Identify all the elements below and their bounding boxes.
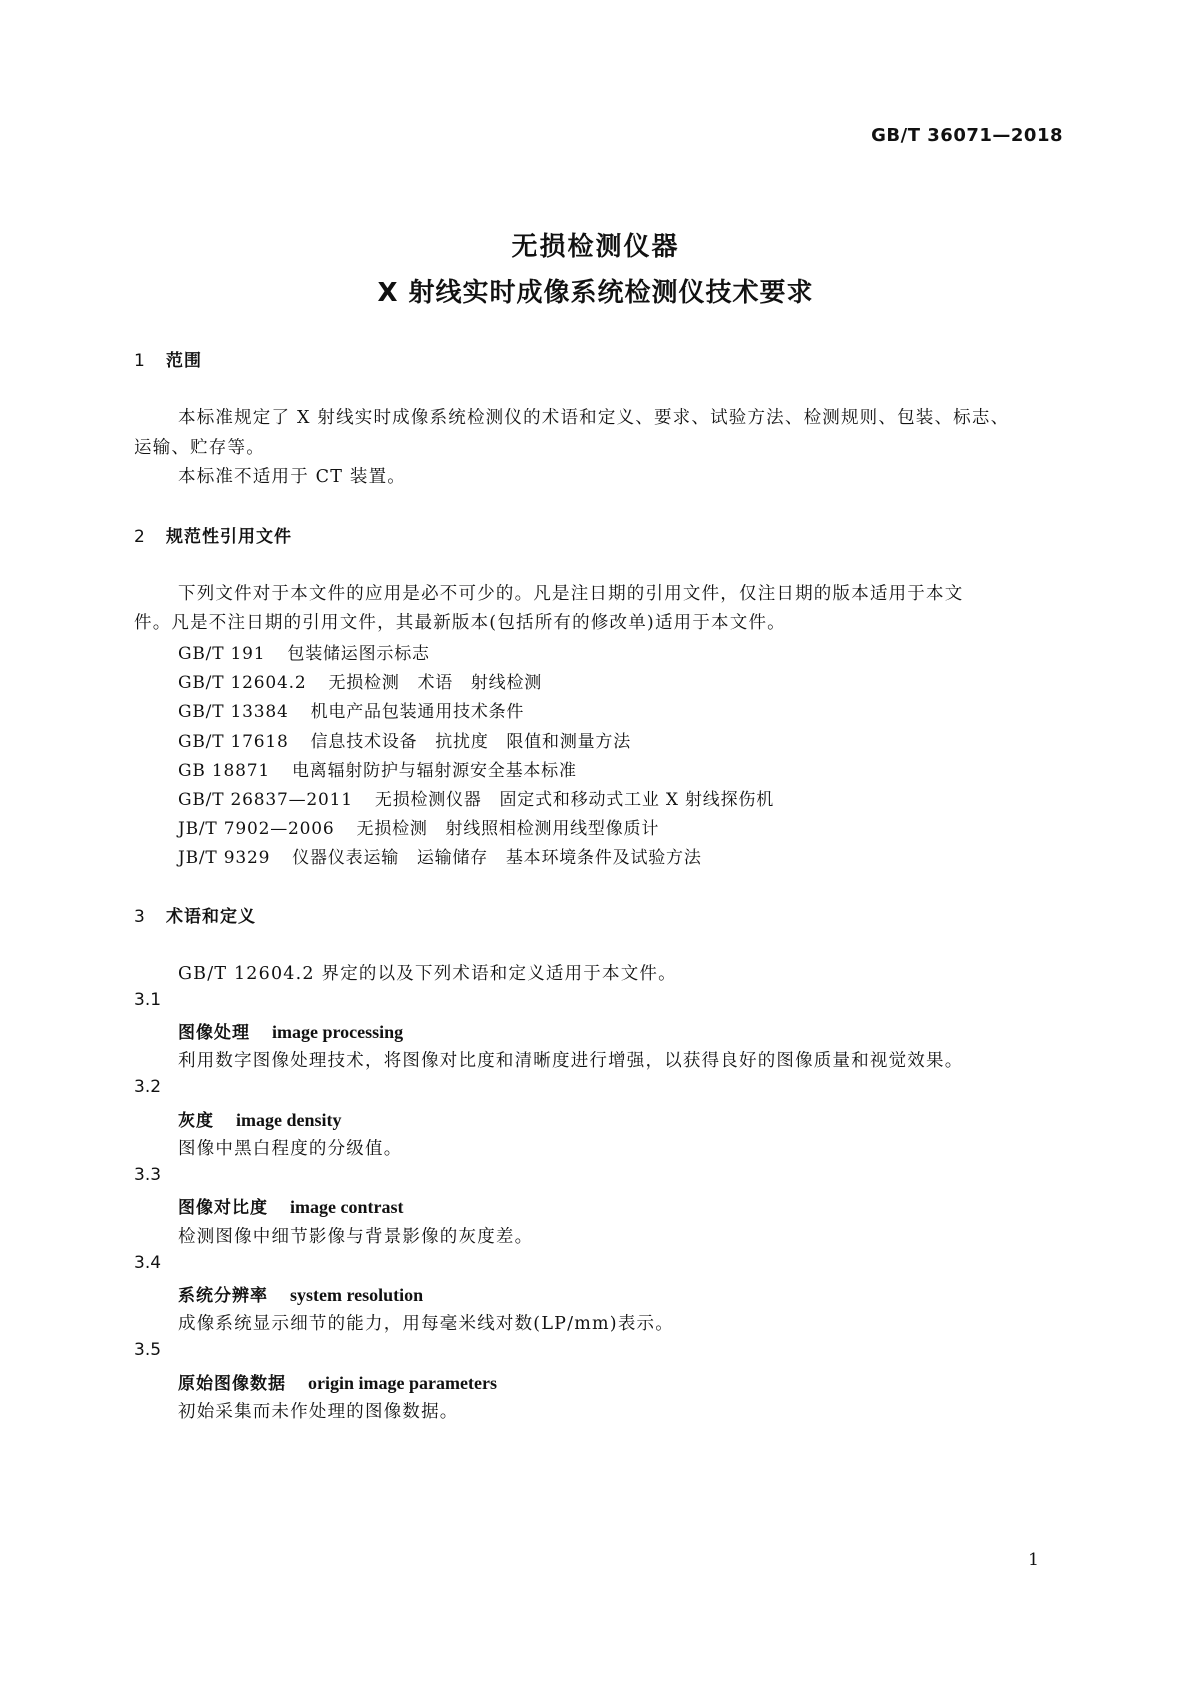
reference-item <box>178 785 774 810</box>
title-line-2: X 射线实时成像系统检测仪技术要求 <box>377 278 814 308</box>
reference-code: JB/T 7902—2006 <box>178 819 335 839</box>
section-2-heading <box>134 522 292 547</box>
term-definition: 图像中黑白程度的分级值。 <box>178 1139 403 1159</box>
term-heading <box>178 1369 497 1394</box>
reference-title: 无损检测 射线照相检测用线型像质计 <box>356 819 660 839</box>
section-1-heading <box>134 346 202 371</box>
section-3-intro: GB/T 12604.2 界定的以及下列术语和定义适用于本文件。 <box>178 964 677 984</box>
term-heading <box>178 1106 342 1131</box>
term-zh: 图像对比度 <box>178 1198 268 1218</box>
reference-item <box>178 697 524 722</box>
section-1-paragraph-1-line-1: 本标准规定了 X 射线实时成像系统检测仪的术语和定义、要求、试验方法、检测规则、包装、标志、 <box>178 408 1010 428</box>
term-heading <box>178 1193 403 1218</box>
section-3-heading <box>134 902 256 927</box>
term-zh: 灰度 <box>178 1111 214 1131</box>
term-number: 3.5 <box>134 1340 162 1360</box>
reference-code: GB 18871 <box>178 761 270 781</box>
reference-title: 仪器仪表运输 运输储存 基本环境条件及试验方法 <box>292 848 702 868</box>
section-title: 规范性引用文件 <box>166 527 292 547</box>
term-definition: 利用数字图像处理技术，将图像对比度和清晰度进行增强，以获得良好的图像质量和视觉效果。 <box>178 1051 964 1071</box>
term-number: 3.1 <box>134 990 162 1010</box>
section-title: 范围 <box>166 351 202 371</box>
reference-code: GB/T 12604.2 <box>178 673 307 693</box>
term-en: system resolution <box>290 1285 424 1305</box>
section-2-paragraph-line-2: 件。凡是不注日期的引用文件，其最新版本(包括所有的修改单)适用于本文件。 <box>134 613 786 633</box>
reference-code: GB/T 13384 <box>178 702 289 722</box>
reference-item <box>178 756 577 781</box>
reference-code: GB/T 26837—2011 <box>178 790 353 810</box>
term-heading <box>178 1018 403 1043</box>
reference-title: 无损检测 术语 射线检测 <box>328 673 543 693</box>
term-zh: 图像处理 <box>178 1023 250 1043</box>
reference-title: 无损检测仪器 固定式和移动式工业 X 射线探伤机 <box>374 790 774 810</box>
section-2-paragraph-line-1: 下列文件对于本文件的应用是必不可少的。凡是注日期的引用文件，仅注日期的版本适用于本文 <box>178 584 964 604</box>
term-en: origin image parameters <box>308 1373 497 1393</box>
reference-item <box>178 668 542 693</box>
reference-code: GB/T 17618 <box>178 732 289 752</box>
section-number: 2 <box>134 527 146 547</box>
standard-code: GB/T 36071—2018 <box>871 125 1063 146</box>
term-zh: 原始图像数据 <box>178 1374 286 1394</box>
section-1-paragraph-1-line-2: 运输、贮存等。 <box>134 438 265 458</box>
reference-title: 信息技术设备 抗扰度 限值和测量方法 <box>310 732 632 752</box>
section-title: 术语和定义 <box>166 907 256 927</box>
term-heading <box>178 1281 423 1306</box>
reference-title: 机电产品包装通用技术条件 <box>310 702 525 722</box>
reference-item <box>178 727 631 752</box>
term-definition: 初始采集而未作处理的图像数据。 <box>178 1402 459 1422</box>
term-zh: 系统分辨率 <box>178 1286 268 1306</box>
section-1-paragraph-2: 本标准不适用于 CT 装置。 <box>178 467 406 487</box>
reference-item <box>178 843 702 868</box>
term-definition: 检测图像中细节影像与背景影像的灰度差。 <box>178 1227 534 1247</box>
section-number: 1 <box>134 351 146 371</box>
reference-item <box>178 639 430 664</box>
reference-code: JB/T 9329 <box>178 848 271 868</box>
title-line-1: 无损检测仪器 <box>511 232 680 262</box>
term-en: image processing <box>272 1022 404 1042</box>
term-number: 3.3 <box>134 1165 162 1185</box>
term-number: 3.2 <box>134 1077 162 1097</box>
term-en: image density <box>236 1110 342 1130</box>
reference-title: 电离辐射防护与辐射源安全基本标准 <box>291 761 577 781</box>
reference-item <box>178 814 659 839</box>
reference-code: GB/T 191 <box>178 644 266 664</box>
section-number: 3 <box>134 907 146 927</box>
term-en: image contrast <box>290 1197 404 1217</box>
reference-title: 包装储运图示标志 <box>287 644 430 664</box>
page-number: 1 <box>1028 1550 1039 1570</box>
term-definition: 成像系统显示细节的能力，用每毫米线对数(LP/mm)表示。 <box>178 1314 674 1334</box>
term-number: 3.4 <box>134 1253 162 1273</box>
